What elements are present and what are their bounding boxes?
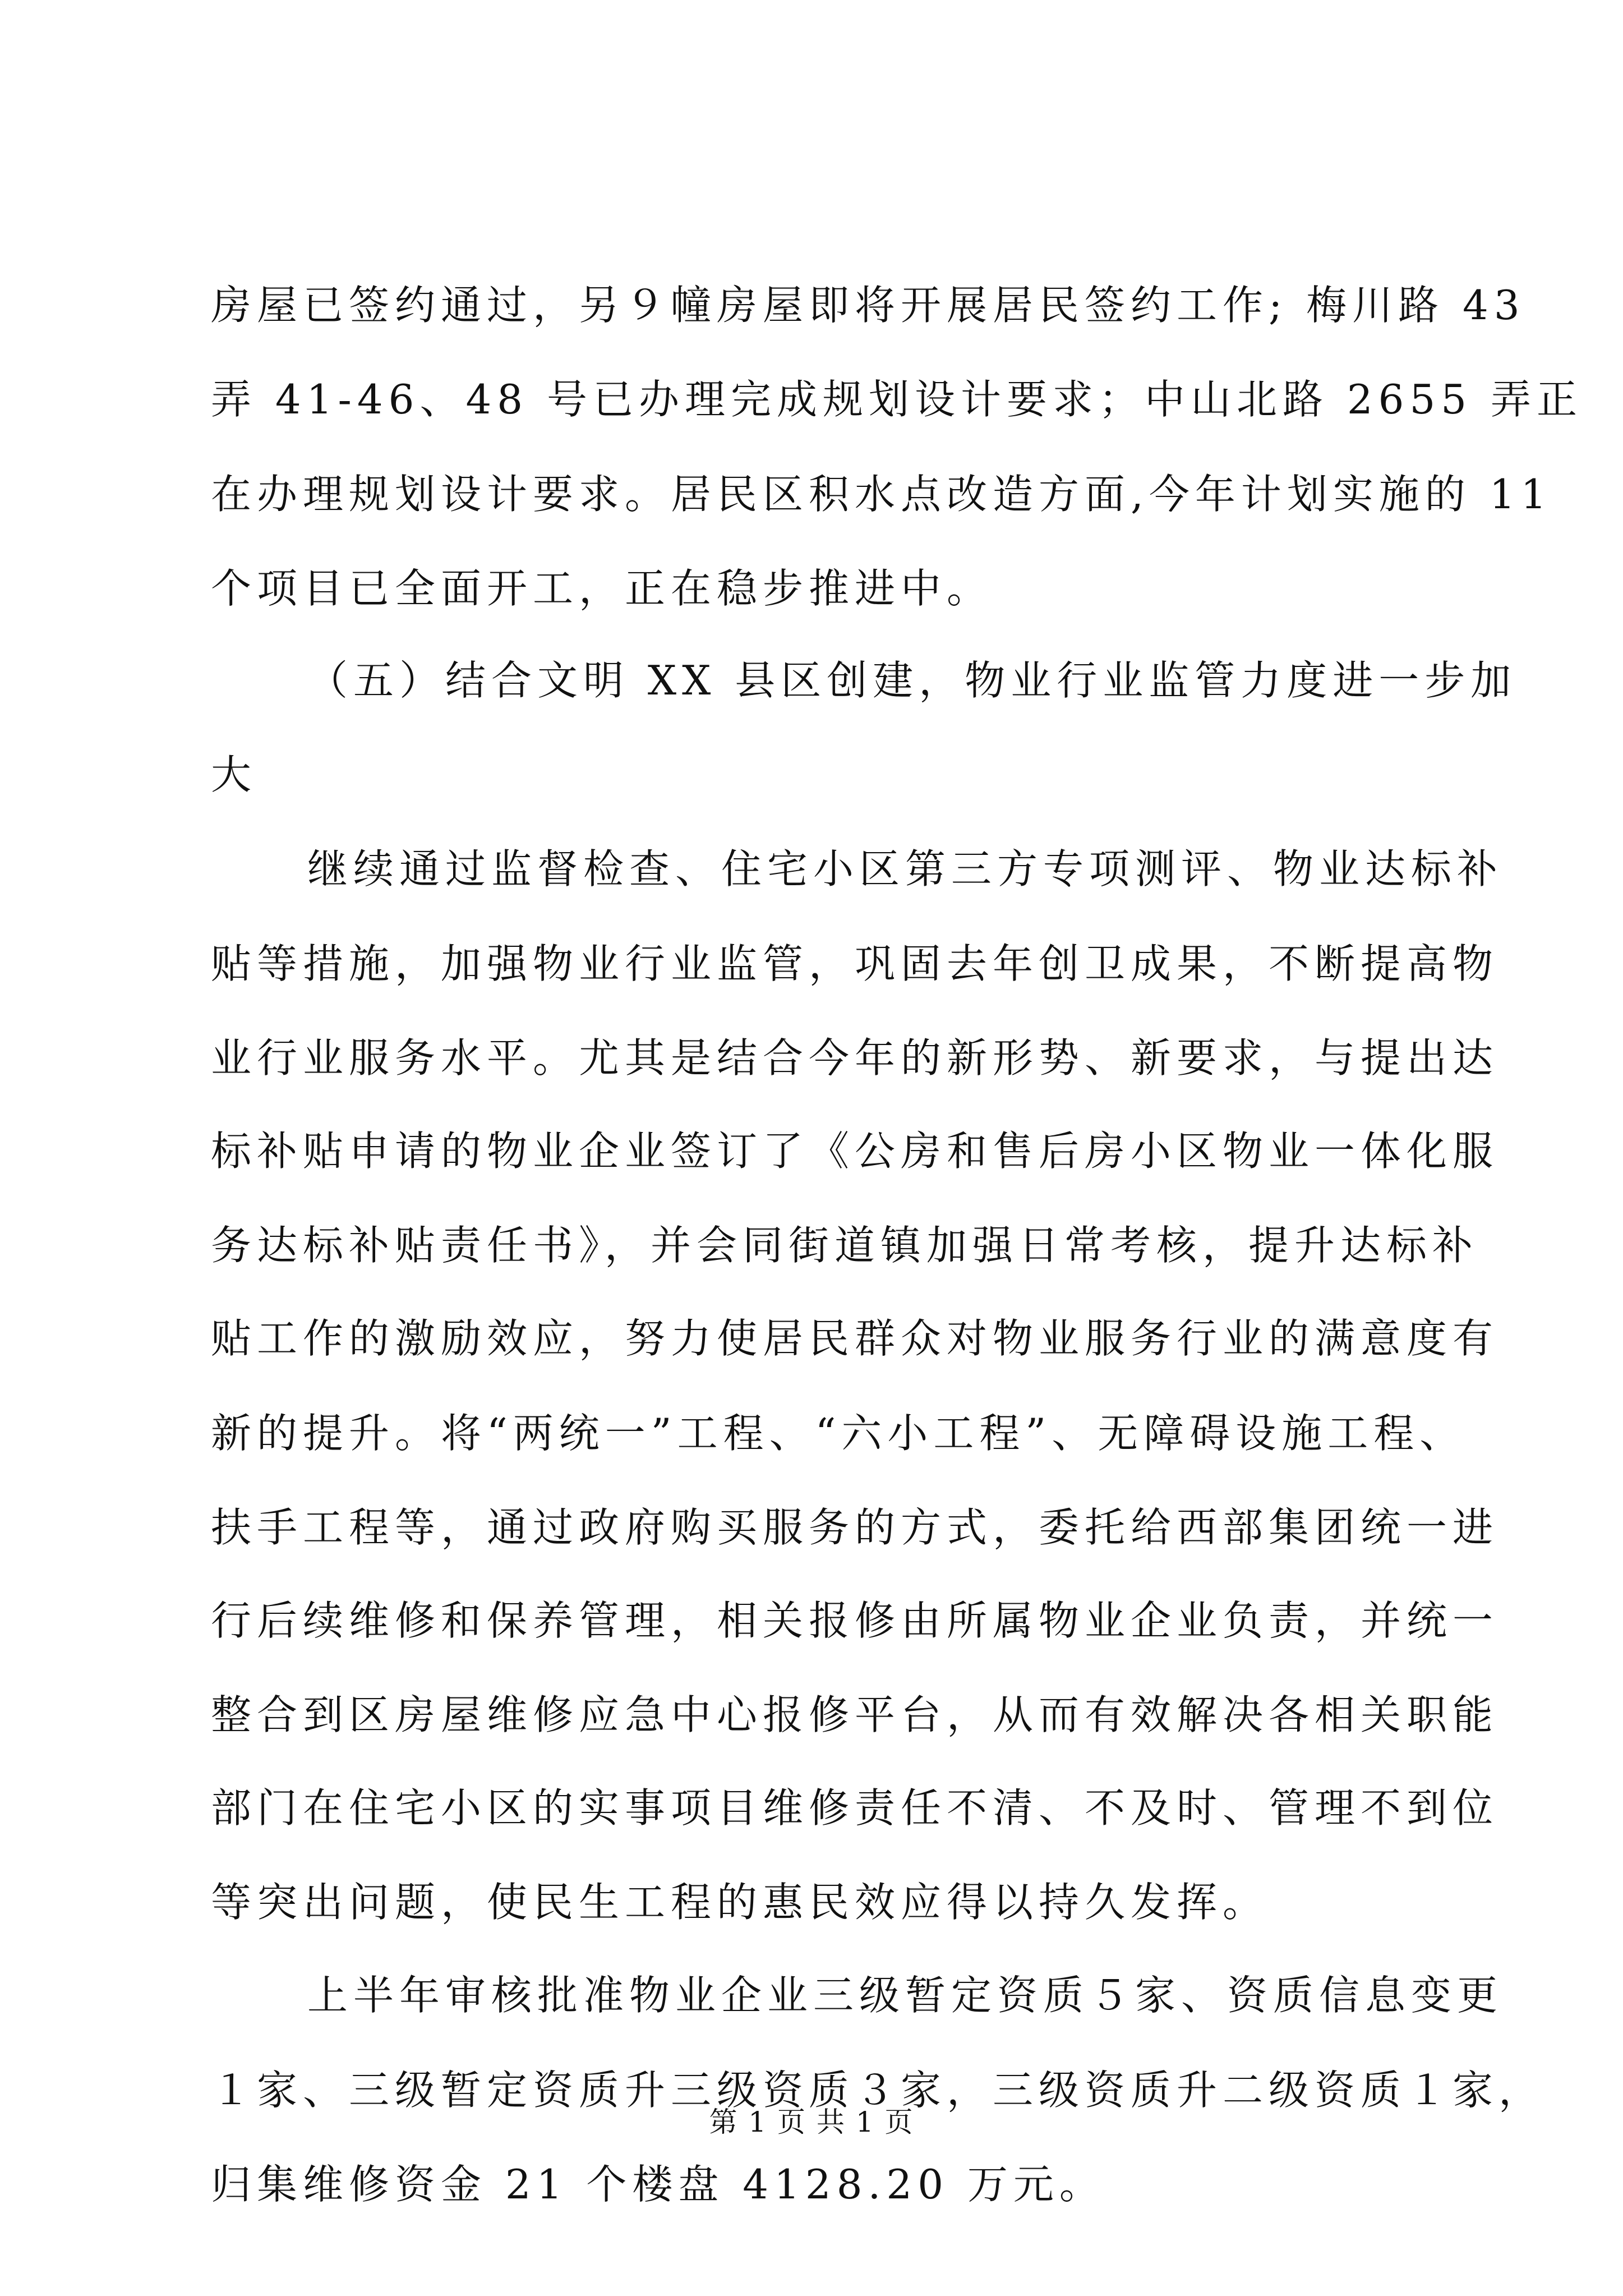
paragraph-3-line-6: 贴工作的激励效应，努力使居民群众对物业服务行业的满意度有 bbox=[211, 1315, 1499, 1362]
paragraph-3-line-3: 业行业服务水平。尤其是结合今年的新形势、新要求，与提出达 bbox=[211, 1034, 1499, 1082]
paragraph-3-line-10: 整合到区房屋维修应急中心报修平台，从而有效解决各相关职能 bbox=[211, 1691, 1499, 1738]
paragraph-4-line-2: １家、三级暂定资质升三级资质３家，三级资质升二级资质１家， bbox=[211, 2067, 1545, 2114]
paragraph-4-line-1: 上半年审核批准物业企业三级暂定资质５家、资质信息变更 bbox=[307, 1972, 1504, 2019]
paragraph-3-line-7: 新的提升。将“两统一”工程、“六小工程”、无障碍设施工程、 bbox=[211, 1410, 1466, 1457]
paragraph-3-line-9: 行后续维修和保养管理，相关报修由所属物业企业负责，并统一 bbox=[211, 1597, 1499, 1644]
paragraph-3-line-4: 标补贴申请的物业企业签订了《公房和售后房小区物业一体化服 bbox=[211, 1128, 1499, 1175]
section-heading-line-2: 大 bbox=[211, 751, 257, 798]
paragraph-3-line-5: 务达标补贴责任书》，并会同街道镇加强日常考核，提升达标补 bbox=[211, 1222, 1479, 1269]
paragraph-3-line-8: 扶手工程等，通过政府购买服务的方式，委托给西部集团统一进 bbox=[211, 1504, 1499, 1551]
paragraph-3-line-11: 部门在住宅小区的实事项目维修责任不清、不及时、管理不到位 bbox=[211, 1784, 1499, 1832]
paragraph-3-line-2: 贴等措施，加强物业行业监管，巩固去年创卫成果，不断提高物 bbox=[211, 940, 1499, 987]
paragraph-1-line-4: 个项目已全面开工，正在稳步推进中。 bbox=[211, 565, 993, 612]
paragraph-3-line-12: 等突出问题，使民生工程的惠民效应得以持久发挥。 bbox=[211, 1879, 1269, 1926]
paragraph-3-line-1: 继续通过监督检查、住宅小区第三方专项测评、物业达标补 bbox=[307, 845, 1504, 892]
paragraph-4-line-3: 归集维修资金 21 个楼盘 4128.20 万元。 bbox=[211, 2161, 1105, 2208]
section-heading-line-1: （五）结合文明 XX 县区创建，物业行业监管力度进一步加 bbox=[307, 657, 1517, 704]
paragraph-1-line-2: 弄 41-46、48 号已办理完成规划设计要求；中山北路 2655 弄正 bbox=[211, 376, 1583, 423]
page-number-footer: 第 1 页 共 1 页 bbox=[709, 2106, 914, 2138]
paragraph-1-line-3: 在办理规划设计要求。居民区积水点改造方面,今年计划实施的 11 bbox=[211, 471, 1552, 518]
paragraph-1-line-1: 房屋已签约通过，另９幢房屋即将开展居民签约工作; 梅川路 43 bbox=[211, 282, 1525, 329]
